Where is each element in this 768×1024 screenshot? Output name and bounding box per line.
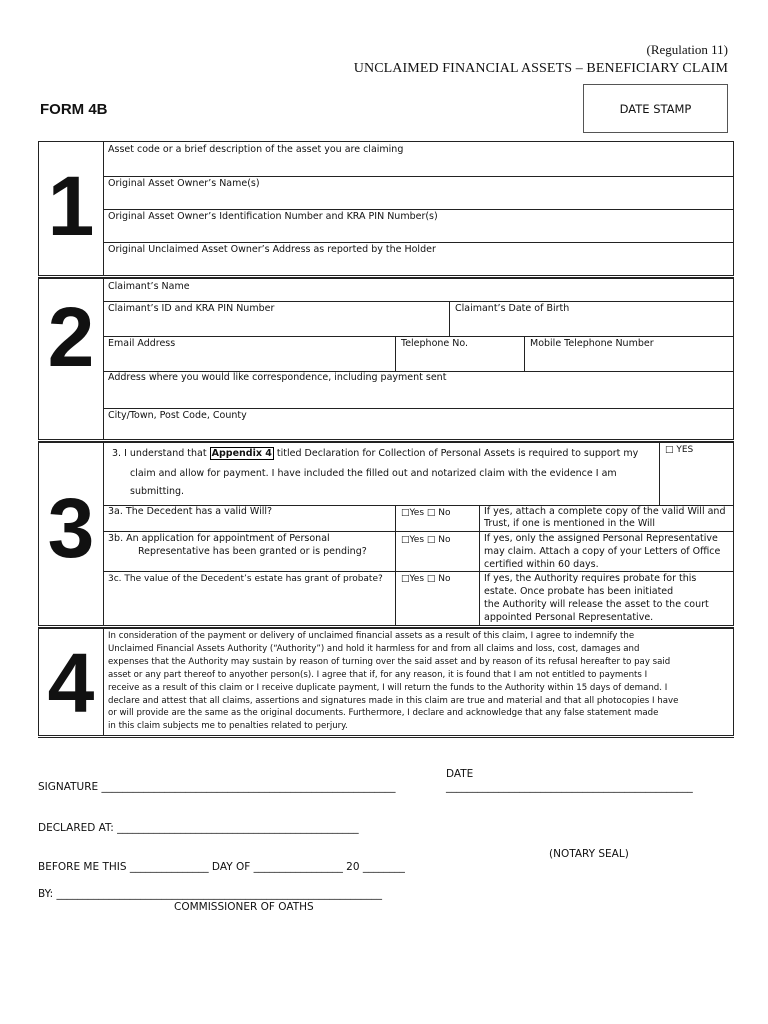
question-3c: 3c. The value of the Decedent’s estate has grant of probate?: [108, 574, 383, 584]
claimant-dob-field[interactable]: Claimant’s Date of Birth: [455, 303, 570, 314]
form-title: UNCLAIMED FINANCIAL ASSETS – BENEFICIARY CLAIM: [353, 61, 728, 76]
date-line[interactable]: _______________________________________________: [446, 781, 693, 793]
claimant-name-field[interactable]: Claimant’s Name: [108, 281, 190, 292]
section-number-4: 4: [47, 636, 95, 730]
note-3b-line1: If yes, only the assigned Personal Representative: [484, 533, 718, 544]
notary-seal-label: (NOTARY SEAL): [549, 848, 629, 860]
note-3b-line3: certified within 60 days.: [484, 559, 599, 570]
question-3b: 3b. An application for appointment of Personal: [108, 533, 330, 544]
form-number: FORM 4B: [40, 101, 108, 118]
section-4: [38, 628, 734, 736]
asset-description-field[interactable]: Asset code or a brief description of the asset you are claiming: [108, 144, 404, 155]
owner-name-field[interactable]: Original Asset Owner’s Name(s): [108, 178, 260, 189]
note-3c-line4: appointed Personal Representative.: [484, 612, 654, 623]
owner-address-field[interactable]: Original Unclaimed Asset Owner’s Address as reported by the Holder: [108, 244, 436, 255]
note-3a-line1: If yes, attach a complete copy of the valid Will and: [484, 506, 726, 517]
city-field[interactable]: City/Town, Post Code, County: [108, 410, 247, 421]
regulation-reference: (Regulation 11): [646, 42, 728, 57]
telephone-field[interactable]: Telephone No.: [401, 338, 469, 349]
appendix-statement: 3. I understand that Appendix 4 titled Declaration for Collection of Personal Assets is required to support my: [112, 448, 639, 459]
claimant-id-field[interactable]: Claimant’s ID and KRA PIN Number: [108, 303, 275, 314]
section-3: [38, 442, 734, 626]
before-me-line[interactable]: BEFORE ME THIS _______________ DAY OF _________________ 20 ________: [38, 861, 405, 873]
section-number-2: 2: [47, 290, 95, 384]
commissioner-label: COMMISSIONER OF OATHS: [174, 901, 314, 913]
owner-id-field[interactable]: Original Asset Owner’s Identification Number and KRA PIN Number(s): [108, 211, 438, 222]
section-2: [38, 278, 734, 440]
indemnity-declaration: In consideration of the payment or delivery of unclaimed financial assets as a result of this claim, I agree to indemnify the Unclaimed Financial Assets Authority (“Authority”) and hold it harmless for and from all claims and loss, cost, damages and expenses that the Authority may sustain by reason of turning over the said asset and by reason of its refusal hereafter to pay said asset or any part thereof to anyother person(s). I agree that if, for any reason, it is found that I am not entitled to payments I receive as a result of this claim or I receive duplicate payment, I will return the funds to the Authority within 15 days of demand. I declare and attest that all claims, assertions and signatures made in this claim are true and material and that all photocopies I have or will provide are the same as the original documents. Furthermore, I declare and acknowledge that any false statement made in this claim subjects me to penalties related to perjury.: [108, 631, 679, 732]
representative-yes-no-checkbox[interactable]: □Yes □ No: [401, 535, 451, 545]
email-field[interactable]: Email Address: [108, 338, 176, 349]
declared-at-line[interactable]: DECLARED AT: ______________________________________________: [38, 822, 359, 834]
note-3a-line2: Trust, if one is mentioned in the Will: [484, 518, 655, 529]
appendix-yes-checkbox[interactable]: □ YES: [665, 445, 694, 455]
note-3c-line1: If yes, the Authority requires probate for this: [484, 573, 697, 584]
date-label: DATE: [446, 768, 474, 780]
section-number-3: 3: [47, 481, 95, 575]
mobile-field[interactable]: Mobile Telephone Number: [530, 338, 654, 349]
appendix-statement-line2: claim and allow for payment. I have included the filled out and notarized claim with the evidence I am: [130, 468, 617, 479]
note-3c-line2: estate. Once probate has been initiated: [484, 586, 674, 597]
appendix-4-reference: Appendix 4: [211, 448, 272, 459]
note-3c-line3: the Authority will release the asset to the court: [484, 599, 709, 610]
date-stamp-label: DATE STAMP: [619, 101, 692, 116]
question-3a: 3a. The Decedent has a valid Will?: [108, 506, 273, 517]
section-number-1: 1: [47, 159, 95, 253]
correspondence-address-field[interactable]: Address where you would like correspondence, including payment sent: [108, 372, 447, 383]
note-3b-line2: may claim. Attach a copy of your Letters of Office: [484, 546, 721, 557]
signature-line[interactable]: SIGNATURE ________________________________________________________: [38, 781, 396, 793]
by-line[interactable]: BY: ______________________________________________________________: [38, 888, 383, 900]
question-3b-line2: Representative has been granted or is pending?: [138, 546, 367, 557]
probate-yes-no-checkbox[interactable]: □Yes □ No: [401, 574, 451, 584]
section-1: [38, 141, 734, 276]
will-yes-no-checkbox[interactable]: □Yes □ No: [401, 508, 451, 518]
date-stamp-box: [583, 84, 728, 133]
appendix-statement-line3: submitting.: [130, 486, 185, 497]
